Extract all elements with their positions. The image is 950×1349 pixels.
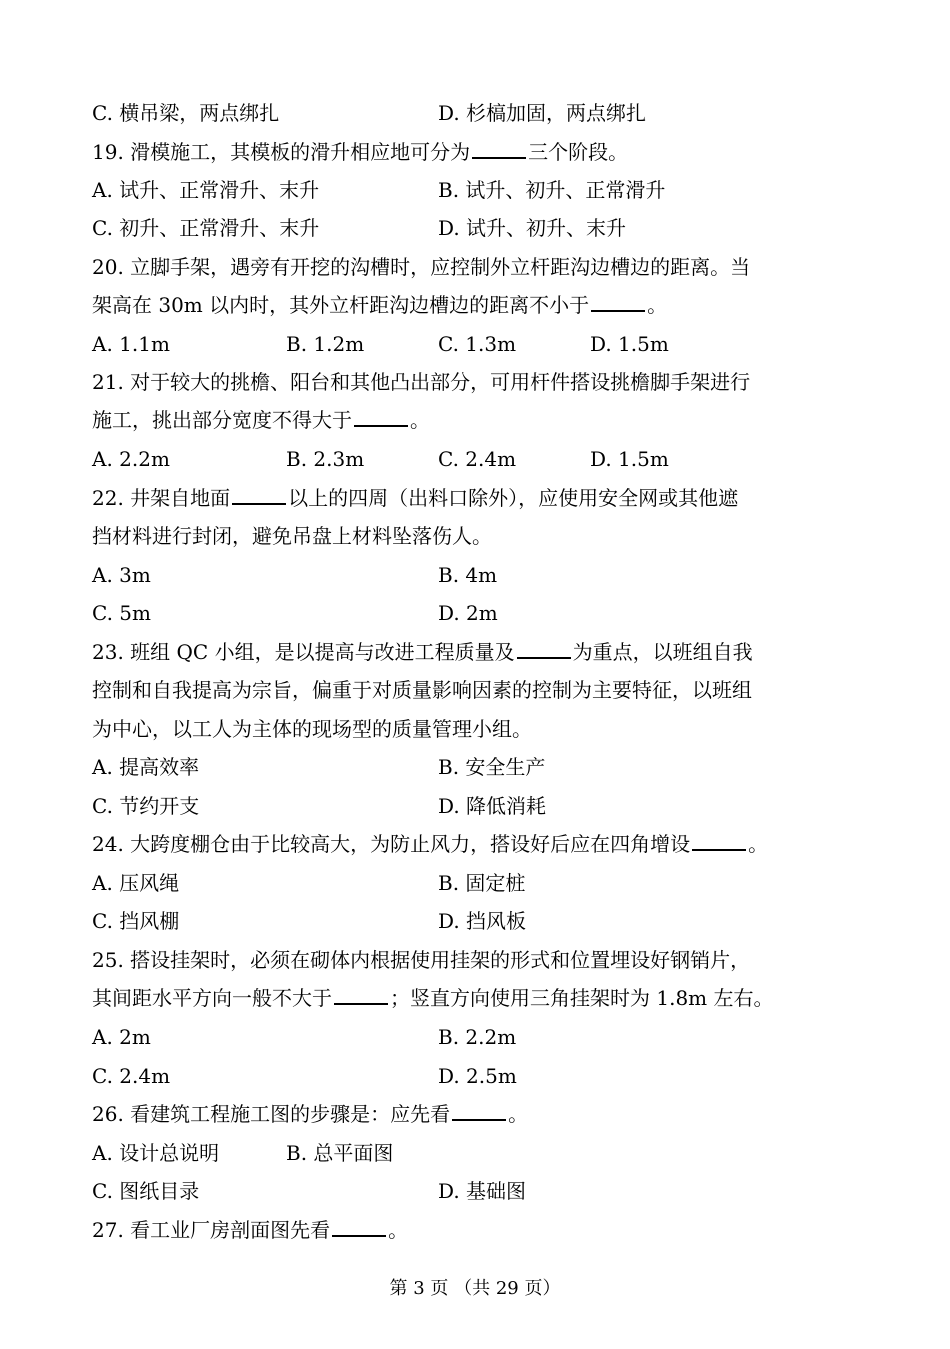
q21-option-d: D. 1.5m [590, 447, 669, 471]
q22-option-c: C. 5m [92, 601, 151, 625]
q22-option-d: D. 2m [438, 601, 498, 625]
page-footer: 第 3 页 （共 29 页） [389, 1278, 561, 1299]
q25-stem-line-1: 25. 搭设挂架时，必须在砌体内根据使用挂架的形式和位置埋设好钢销片， [92, 948, 751, 972]
answer-blank [354, 407, 408, 427]
q23-option-a: A. 提高效率 [92, 755, 200, 779]
q24-option-c: C. 挡风棚 [92, 909, 180, 933]
q18-option-d: D. 杉槁加固，两点绑扎 [438, 101, 647, 125]
q23-option-c: C. 节约开支 [92, 794, 200, 818]
q19-option-d: D. 试升、初升、末升 [438, 216, 627, 240]
answer-blank [232, 485, 286, 505]
q26-option-d: D. 基础图 [438, 1179, 527, 1203]
q18-option-c: C. 横吊梁，两点绑扎 [92, 101, 280, 125]
q26-option-c: C. 图纸目录 [92, 1179, 200, 1203]
q26-option-b: B. 总平面图 [286, 1141, 394, 1165]
q19-option-b: B. 试升、初升、正常滑升 [438, 178, 666, 202]
q23-stem-line-1: 23. 班组 QC 小组，是以提高与改进工程质量及 为重点，以班组自我 [92, 640, 753, 664]
answer-blank [332, 1217, 386, 1237]
q23-stem-line-2: 控制和自我提高为宗旨，偏重于对质量影响因素的控制为主要特征，以班组 [92, 678, 752, 702]
answer-blank [472, 139, 526, 159]
q20-option-d: D. 1.5m [590, 332, 669, 356]
q22-stem-line-2: 挡材料进行封闭，避免吊盘上材料坠落伤人。 [92, 524, 492, 548]
q25-option-a: A. 2m [92, 1025, 151, 1049]
q24-option-d: D. 挡风板 [438, 909, 527, 933]
q21-stem-line-1: 21. 对于较大的挑檐、阳台和其他凸出部分，可用杆件搭设挑檐脚手架进行 [92, 370, 751, 394]
q20-stem-line-1: 20. 立脚手架，遇旁有开挖的沟槽时，应控制外立杆距沟边槽边的距离。当 [92, 255, 751, 279]
q20-option-c: C. 1.3m [438, 332, 517, 356]
q26-stem: 26. 看建筑工程施工图的步骤是：应先看 。 [92, 1102, 529, 1126]
answer-blank [517, 639, 571, 659]
q23-option-d: D. 降低消耗 [438, 794, 547, 818]
q23-stem-line-3: 为中心，以工人为主体的现场型的质量管理小组。 [92, 717, 532, 741]
q21-option-b: B. 2.3m [286, 447, 365, 471]
q19-stem: 19. 滑模施工，其模板的滑升相应地可分为 三个阶段。 [92, 140, 629, 164]
answer-blank [452, 1101, 506, 1121]
answer-blank [591, 292, 645, 312]
q21-stem-line-2: 施工，挑出部分宽度不得大于 。 [92, 408, 430, 432]
q24-option-a: A. 压风绳 [92, 871, 180, 895]
q20-option-b: B. 1.2m [286, 332, 365, 356]
q24-option-b: B. 固定桩 [438, 871, 526, 895]
q19-option-c: C. 初升、正常滑升、末升 [92, 216, 320, 240]
q22-option-a: A. 3m [92, 563, 151, 587]
q25-option-d: D. 2.5m [438, 1064, 517, 1088]
q21-option-a: A. 2.2m [92, 447, 170, 471]
q20-option-a: A. 1.1m [92, 332, 170, 356]
q23-option-b: B. 安全生产 [438, 755, 546, 779]
q20-stem-line-2: 架高在 30m 以内时，其外立杆距沟边槽边的距离不小于 。 [92, 293, 668, 317]
q25-stem-line-2: 其间距水平方向一般不大于 ；竖直方向使用三角挂架时为 1.8m 左右。 [92, 986, 774, 1010]
q25-option-b: B. 2.2m [438, 1025, 517, 1049]
q21-option-c: C. 2.4m [438, 447, 517, 471]
q25-option-c: C. 2.4m [92, 1064, 171, 1088]
q19-option-a: A. 试升、正常滑升、末升 [92, 178, 320, 202]
answer-blank [692, 831, 746, 851]
answer-blank [334, 985, 388, 1005]
q22-option-b: B. 4m [438, 563, 498, 587]
q26-option-a: A. 设计总说明 [92, 1141, 220, 1165]
q22-stem-line-1: 22. 井架自地面 以上的四周（出料口除外），应使用安全网或其他遮 [92, 486, 739, 510]
q27-stem: 27. 看工业厂房剖面图先看 。 [92, 1218, 409, 1242]
q24-stem: 24. 大跨度棚仓由于比较高大，为防止风力，搭设好后应在四角增设 。 [92, 832, 769, 856]
